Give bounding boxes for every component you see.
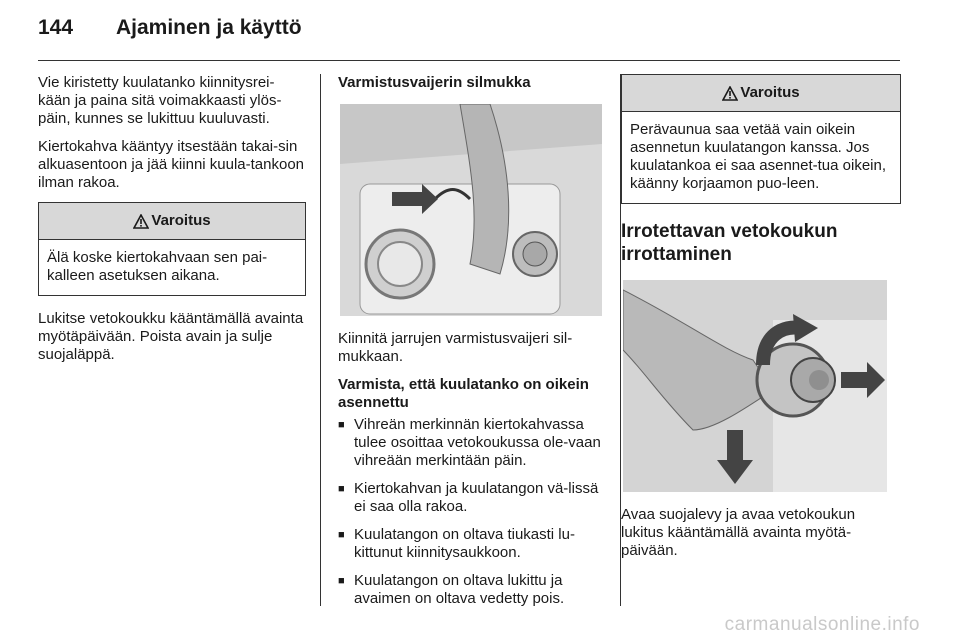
page-header <box>38 14 900 62</box>
warning-icon <box>133 214 149 229</box>
warning-header <box>39 203 305 240</box>
paragraph: Kiertokahva kääntyy itsestään takai-sin alkuasentoon ja jää kiinni kuula-tankoon ilman rakoa. <box>38 138 305 191</box>
paragraph: Avaa suojalevy ja avaa vetokoukun lukitus kääntämällä avainta myötä-päivään. <box>621 506 856 559</box>
warning-text: Perävaunua saa vetää vain oikein asennetun kuulatangon kanssa. Jos kuulatankoa ei saa asennet-tua oikein, käänny korjaamon puo-leen. <box>630 121 887 192</box>
check-list <box>338 416 606 608</box>
page-number: 144 <box>38 16 74 39</box>
paragraph: Lukitse vetokoukku kääntämällä avainta myötäpäivään. Poista avain ja sulje suojaläppä. <box>38 310 304 363</box>
warning-text: Älä koske kiertokahvaan sen pai-kalleen asetuksen aikana. <box>47 249 268 284</box>
list-item: ■ Kuulatangon on oltava tiukasti lu-kittunut kiinnitysaukkoon. <box>338 526 606 562</box>
column-divider <box>320 74 321 606</box>
warning-title: Varoitus <box>151 212 211 229</box>
section-heading: Varmistusvaijerin silmukka <box>338 74 531 91</box>
paragraph: Vie kiristetty kuulatanko kiinnitysrei-kään ja paina sitä voimakkaasti ylös-päin, kunnes se lukittuu kuuluvasti. <box>38 74 282 127</box>
illustration-graphic <box>340 104 602 316</box>
section-title: Irrotettavan vetokoukun irrottaminen <box>621 221 838 265</box>
illustration-graphic <box>623 280 887 492</box>
warning-box <box>38 202 306 296</box>
list-item: ■ Kiertokahvan ja kuulatangon vä-lissä ei saa olla rakoa. <box>338 480 606 516</box>
paragraph: Kiinnitä jarrujen varmistusvaijeri sil-mukkaan. <box>338 330 573 365</box>
header-divider <box>38 60 900 61</box>
list-item: ■ Vihreän merkinnän kiertokahvassa tulee osoittaa vetokoukussa ole-vaan vihreään merkintään päin. <box>338 416 606 470</box>
warning-icon <box>722 86 738 101</box>
column-3 <box>621 74 901 570</box>
warning-title: Varoitus <box>740 84 800 101</box>
subheading: Varmista, että kuulatanko on oikein asennettu <box>338 376 589 411</box>
list-item: ■ Kuulatangon on oltava lukittu ja avaimen on oltava vedetty pois. <box>338 572 606 608</box>
column-2 <box>338 74 606 618</box>
page-title: Ajaminen ja käyttö <box>116 16 302 39</box>
column-1 <box>38 74 306 374</box>
warning-box <box>621 74 901 204</box>
tow-hook-removal-illustration <box>623 280 887 492</box>
warning-header <box>622 75 900 112</box>
watermark: carmanualsonline.info <box>724 614 920 635</box>
tow-hook-cable-loop-illustration <box>340 104 602 316</box>
